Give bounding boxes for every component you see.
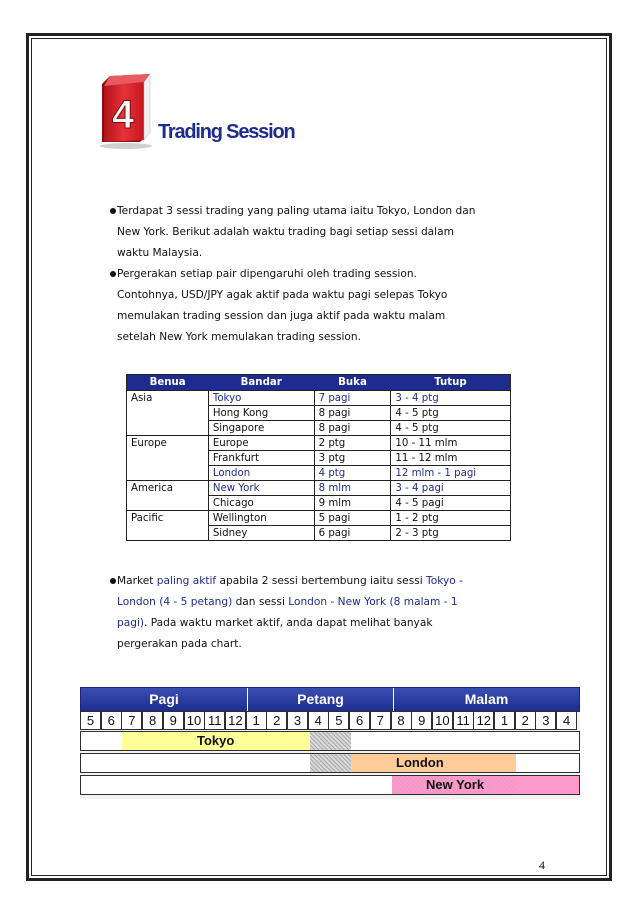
bullet-line: waktu Malaysia. — [117, 247, 203, 259]
cell-close: 4 - 5 pagi — [391, 496, 511, 511]
header-tutup: Tutup — [391, 375, 511, 391]
hour-cell: 12 — [473, 711, 494, 730]
overlap-tokyo-london — [310, 754, 351, 772]
table-row — [127, 421, 511, 436]
hour-cell: 8 — [142, 711, 163, 730]
bullet-line: Contohnya, USD/JPY agak aktif pada waktu pagi selepas Tokyo — [117, 289, 448, 301]
bullet-dot — [110, 578, 116, 584]
cell-close: 2 - 3 ptg — [391, 526, 511, 541]
session-timeline — [80, 687, 580, 799]
header-bandar: Bandar — [208, 375, 314, 391]
hour-cell: 5 — [80, 711, 101, 730]
hour-cell: 8 — [391, 711, 412, 730]
timeline-header — [80, 687, 580, 712]
cell-region — [127, 421, 209, 436]
hour-cell: 11 — [204, 711, 225, 730]
bullet-line: setelah New York memulakan trading session. — [117, 331, 361, 343]
table-row — [127, 436, 511, 451]
hour-cell: 10 — [184, 711, 205, 730]
timeline-row-london — [80, 753, 580, 773]
hour-cell: 9 — [163, 711, 184, 730]
bullet-line: Terdapat 3 sessi trading yang paling utama iaitu Tokyo, London dan — [117, 205, 476, 217]
hour-cell: 2 — [266, 711, 287, 730]
header-buka: Buka — [314, 375, 391, 391]
page-title: Trading Session — [158, 121, 295, 143]
cell-region — [127, 451, 209, 466]
cell-region: Pacific — [127, 511, 209, 526]
cell-city: Chicago — [208, 496, 314, 511]
table-row — [127, 526, 511, 541]
hour-cell: 1 — [246, 711, 267, 730]
table-row — [127, 451, 511, 466]
session-label-london: London — [396, 755, 444, 770]
cell-close: 12 mlm - 1 pagi — [391, 466, 511, 481]
table-row — [127, 511, 511, 526]
timeline-row-tokyo — [80, 731, 580, 751]
bullet-line: memulakan trading session dan juga aktif pada waktu malam — [117, 310, 446, 322]
table-row — [127, 496, 511, 511]
period-malam: Malam — [464, 691, 509, 707]
cell-close: 1 - 2 ptg — [391, 511, 511, 526]
bullet-line: Market paling aktif apabila 2 sessi bertembung iaitu sessi Tokyo - — [117, 575, 463, 587]
hour-cell: 10 — [432, 711, 453, 730]
book-number-icon — [96, 70, 156, 150]
table-row — [127, 391, 511, 406]
bullet-line: New York. Berikut adalah waktu trading bagi setiap sessi dalam — [117, 226, 454, 238]
hour-cell: 9 — [411, 711, 432, 730]
table-header-row — [127, 375, 511, 391]
cell-open: 3 ptg — [314, 451, 391, 466]
bullet-dot — [110, 271, 116, 277]
hour-cell: 3 — [287, 711, 308, 730]
cell-city: Frankfurt — [208, 451, 314, 466]
hour-cell: 12 — [225, 711, 246, 730]
cell-close: 4 - 5 ptg — [391, 406, 511, 421]
period-pagi: Pagi — [149, 691, 179, 707]
session-bar-london-early — [351, 754, 392, 772]
table-row — [127, 406, 511, 421]
hour-cell: 3 — [535, 711, 556, 730]
hour-cell: 5 — [328, 711, 349, 730]
cell-close: 3 - 4 pagi — [391, 481, 511, 496]
cell-open: 9 mlm — [314, 496, 391, 511]
cell-close: 10 - 11 mlm — [391, 436, 511, 451]
bullet-line: pagi). Pada waktu market aktif, anda dapat melihat banyak — [117, 617, 433, 629]
bullet-pair-movement — [117, 264, 517, 348]
cell-city: Hong Kong — [208, 406, 314, 421]
cell-open: 7 pagi — [314, 391, 391, 406]
cell-city: London — [208, 466, 314, 481]
cell-open: 4 ptg — [314, 466, 391, 481]
cell-city: New York — [208, 481, 314, 496]
cell-open: 8 mlm — [314, 481, 391, 496]
cell-region — [127, 526, 209, 541]
hour-cell: 4 — [308, 711, 329, 730]
cell-open: 2 ptg — [314, 436, 391, 451]
bullet-dot — [110, 208, 116, 214]
cell-region: Asia — [127, 391, 209, 406]
hour-cell: 7 — [121, 711, 142, 730]
session-label-tokyo: Tokyo — [197, 733, 235, 748]
cell-open: 8 pagi — [314, 421, 391, 436]
heading-number: 4 — [111, 93, 135, 137]
hour-cell: 6 — [349, 711, 370, 730]
cell-region: Europe — [127, 436, 209, 451]
cell-close: 4 - 5 ptg — [391, 421, 511, 436]
bullet-line: Pergerakan setiap pair dipengaruhi oleh trading session. — [117, 268, 417, 280]
cell-city: Wellington — [208, 511, 314, 526]
bullet-active-market — [117, 571, 527, 655]
hour-cell: 6 — [101, 711, 122, 730]
bullet-line: London (4 - 5 petang) dan sessi London - New York (8 malam - 1 — [117, 596, 458, 608]
cell-city: Tokyo — [208, 391, 314, 406]
bullet-line: pergerakan pada chart. — [117, 638, 242, 650]
hour-cell: 1 — [494, 711, 515, 730]
cell-region: America — [127, 481, 209, 496]
table-row — [127, 466, 511, 481]
hour-cell: 11 — [453, 711, 474, 730]
cell-region — [127, 466, 209, 481]
cell-city: Europe — [208, 436, 314, 451]
cell-close: 11 - 12 mlm — [391, 451, 511, 466]
cell-city: Sidney — [208, 526, 314, 541]
page-number: 4 — [539, 858, 545, 872]
timeline-hours — [80, 711, 580, 730]
table-row — [127, 481, 511, 496]
period-petang: Petang — [297, 691, 344, 707]
cell-close: 3 - 4 ptg — [391, 391, 511, 406]
session-label-newyork: New York — [426, 777, 485, 792]
cell-region — [127, 406, 209, 421]
session-bar-newyork — [516, 776, 579, 794]
header-benua: Benua — [127, 375, 209, 391]
overlap-tokyo-london — [310, 732, 351, 750]
cell-city: Singapore — [208, 421, 314, 436]
hour-cell: 2 — [515, 711, 536, 730]
cell-open: 6 pagi — [314, 526, 391, 541]
hour-cell: 7 — [370, 711, 391, 730]
cell-open: 8 pagi — [314, 406, 391, 421]
timeline-row-newyork — [80, 775, 580, 795]
cell-region — [127, 496, 209, 511]
session-table — [126, 374, 511, 541]
hour-cell: 4 — [556, 711, 577, 730]
cell-open: 5 pagi — [314, 511, 391, 526]
bullet-sessions — [117, 201, 517, 264]
